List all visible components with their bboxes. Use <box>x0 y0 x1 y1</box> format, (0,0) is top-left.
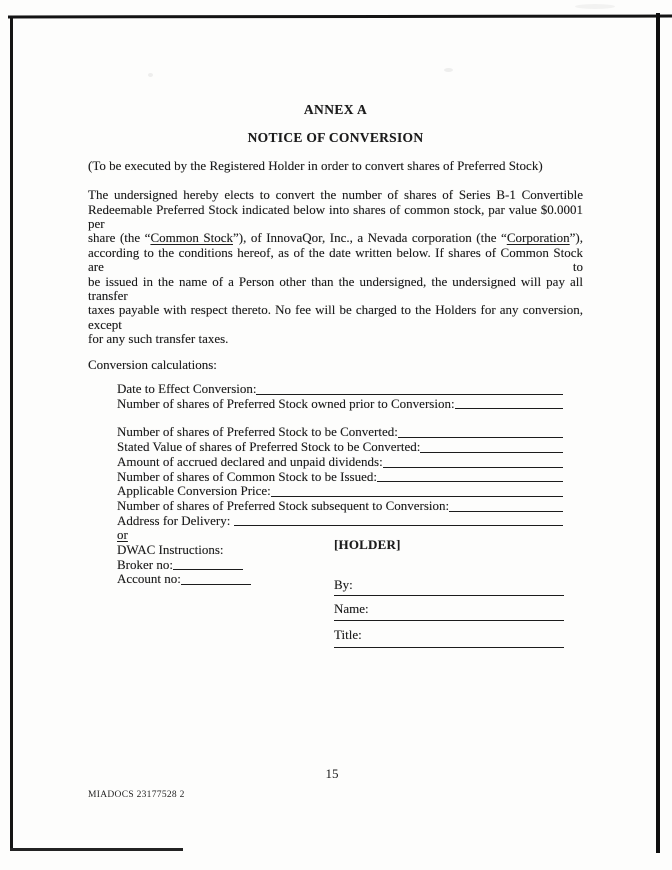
defined-term: Corporation <box>506 230 570 246</box>
conversion-field-row <box>117 440 563 455</box>
notice-of-conversion-heading: NOTICE OF CONVERSION <box>247 130 424 146</box>
document-control-number: MIADOCS 23177528 2 <box>88 790 185 800</box>
field-label: Number of shares of Preferred Stock owned prior to Conversion: <box>117 395 455 411</box>
scan-smudge <box>575 4 615 9</box>
annex-heading: ANNEX A <box>303 102 368 117</box>
name-signature-line <box>334 616 564 621</box>
signature-block <box>334 538 564 648</box>
title-signature-line <box>334 642 564 648</box>
text-segment: Redeemable Preferred Stock indicated below into shares of common stock, par value $0.0001 per <box>88 201 583 232</box>
conversion-field-row <box>117 514 563 529</box>
field-label: Date to Effect Conversion: <box>117 381 257 397</box>
field-label: Applicable Conversion Price: <box>117 483 271 499</box>
intro-paragraph <box>88 188 583 346</box>
blank-fill-line <box>173 558 243 571</box>
conversion-field-row <box>117 470 563 485</box>
execution-instruction-note: (To be executed by the Registered Holder in order to convert shares of Preferred Stock) <box>88 157 543 173</box>
paragraph-line <box>88 275 583 304</box>
holder-placeholder-label: [HOLDER] <box>334 537 401 552</box>
paragraph-line <box>88 332 583 346</box>
text-segment: ”), <box>569 230 583 246</box>
blank-fill-line <box>449 499 563 512</box>
text-segment: for any such transfer taxes. <box>88 331 229 347</box>
conversion-calculations-heading: Conversion calculations: <box>88 356 217 372</box>
blank-fill-line <box>420 440 563 453</box>
text-segment: according to the conditions hereof, as of the date written below. If shares of Common Stock are to <box>88 244 583 275</box>
blank-fill-line <box>271 484 563 497</box>
conversion-field-row <box>117 382 563 397</box>
text-segment: be issued in the name of a Person other than the undersigned, the undersigned will pay all transfer <box>88 273 583 304</box>
page-number: 15 <box>325 766 339 781</box>
conversion-field-row <box>117 397 563 412</box>
blank-fill-line <box>383 455 563 468</box>
conversion-field-row <box>117 484 563 499</box>
scan-smudge <box>148 73 153 77</box>
field-label: DWAC Instructions: <box>117 541 224 557</box>
text-segment: The undersigned hereby elects to convert the number of shares of Series B-1 Convertible <box>88 187 583 203</box>
defined-term: Common Stock <box>150 230 233 246</box>
paragraph-line <box>88 188 583 202</box>
field-label: Account no: <box>117 571 181 587</box>
blank-fill-line <box>181 572 251 585</box>
field-label: Broker no: <box>117 556 173 572</box>
blank-fill-line <box>377 470 563 483</box>
field-label: Number of shares of Preferred Stock to be Converted: <box>117 424 398 440</box>
title-label: Title: <box>334 627 362 642</box>
conversion-field-row <box>117 425 563 440</box>
document-body <box>88 98 583 587</box>
blank-fill-line <box>256 382 563 395</box>
by-signature-line <box>334 592 564 596</box>
blank-fill-line <box>234 514 563 527</box>
field-label: Address for Delivery: <box>117 512 234 528</box>
scan-border-bottom <box>10 848 183 851</box>
blank-fill-line <box>455 397 563 410</box>
conversion-field-row <box>117 455 563 470</box>
field-label: Number of shares of Common Stock to be Issued: <box>117 468 377 484</box>
scan-smudge <box>444 68 453 72</box>
conversion-field-row <box>117 499 563 514</box>
field-label: Number of shares of Preferred Stock subsequent to Conversion: <box>117 497 450 513</box>
scan-border-left <box>10 16 13 851</box>
paragraph-line <box>88 231 583 245</box>
name-label: Name: <box>334 601 369 616</box>
scan-border-top <box>8 15 672 19</box>
paragraph-line <box>88 246 583 275</box>
text-segment: ”), of InnovaQor, Inc., a Nevada corporation (the “ <box>232 230 507 246</box>
paragraph-line <box>88 303 583 332</box>
blank-fill-line <box>398 425 563 438</box>
text-segment: taxes payable with respect thereto. No fee will be charged to the Holders for any conversion, except <box>88 302 583 332</box>
by-label: By: <box>334 577 353 592</box>
scan-border-right <box>656 13 660 853</box>
field-label: Amount of accrued declared and unpaid dividends: <box>117 453 383 469</box>
field-label: or <box>117 527 128 543</box>
paragraph-line <box>88 203 583 232</box>
text-segment: share (the “ <box>88 230 151 246</box>
field-label: Stated Value of shares of Preferred Stock to be Converted: <box>117 439 421 455</box>
